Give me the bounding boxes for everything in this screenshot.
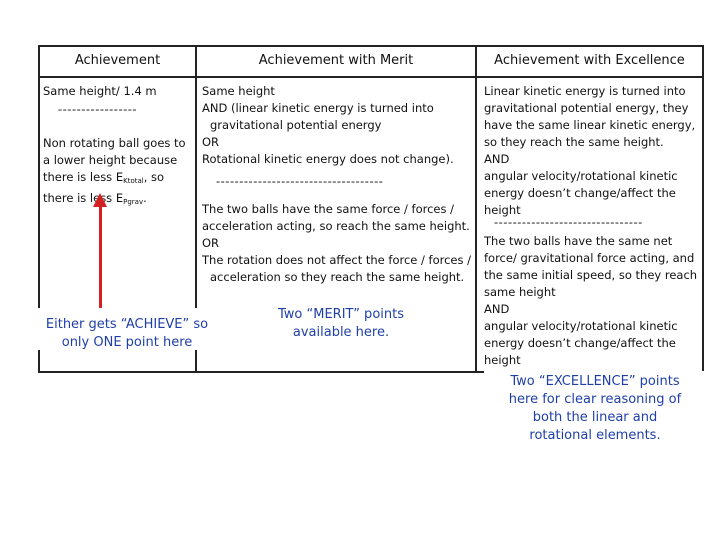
excellence-separator: -------------------------------- — [494, 215, 643, 229]
merit-option-a — [202, 83, 454, 168]
merit-line: OR — [202, 135, 220, 149]
excellence-line: height — [484, 203, 521, 217]
note-excellence — [484, 373, 706, 445]
note-line: Either gets “ACHIEVE” so — [45, 317, 209, 332]
note-line: both the linear and — [532, 410, 658, 425]
excellence-line: so they reach the same height. — [484, 135, 664, 149]
achievement-criterion: Same height/ 1.4 m — [43, 84, 157, 98]
column-divider-2 — [475, 45, 477, 373]
achievement-reason-line: a lower height because — [43, 153, 178, 167]
excellence-line: height — [484, 353, 521, 367]
note-line: Two “MERIT” points — [278, 307, 404, 322]
excellence-option-a — [484, 83, 695, 219]
header-merit: Achievement with Merit — [258, 53, 414, 68]
note-line: rotational elements. — [529, 428, 661, 443]
merit-option-b — [202, 201, 471, 286]
excellence-line: have the same linear kinetic energy, — [484, 118, 696, 132]
merit-line: The two balls have the same force / forces / — [202, 202, 455, 216]
excellence-line: gravitational potential energy, they — [484, 101, 689, 115]
merit-separator: ------------------------------------ — [216, 174, 384, 188]
merit-line: gravitational potential energy — [210, 118, 382, 132]
excellence-line: same height — [484, 285, 556, 299]
note-line: only ONE point here — [61, 335, 193, 350]
excellence-line: Linear kinetic energy is turned into — [484, 84, 686, 98]
achievement-reason-line: there is less $E_{Ktotal}$, so — [43, 170, 165, 185]
excellence-line: The two balls have the same net — [484, 234, 673, 248]
excellence-line: angular velocity/rotational kinetic — [484, 169, 678, 183]
excellence-option-b — [484, 233, 697, 369]
table-top-border — [38, 45, 704, 47]
table-header-divider — [38, 76, 704, 78]
excellence-line: AND — [484, 302, 510, 316]
excellence-line: AND — [484, 152, 510, 166]
note-merit — [255, 306, 427, 342]
achievement-reason-line: there is less $E_{Pgrav}$. — [43, 191, 147, 206]
excellence-line: energy doesn’t change/affect the — [484, 186, 676, 200]
excellence-line: force/ gravitational force acting, and — [484, 251, 695, 265]
note-line: Two “EXCELLENCE” points — [510, 374, 680, 389]
excellence-line: angular velocity/rotational kinetic — [484, 319, 678, 333]
header-achievement: Achievement — [74, 53, 161, 68]
note-line: here for clear reasoning of — [508, 392, 682, 407]
merit-line: Rotational kinetic energy does not change). — [202, 152, 454, 166]
note-achieve — [22, 316, 232, 352]
header-excellence: Achievement with Excellence — [494, 53, 685, 68]
merit-line: acceleration so they reach the same height. — [210, 270, 465, 284]
merit-line: The rotation does not affect the force / forces / — [202, 253, 472, 267]
achievement-reason — [43, 135, 186, 211]
excellence-line: energy doesn’t change/affect the — [484, 336, 676, 350]
achievement-reason-line: Non rotating ball goes to — [43, 136, 186, 150]
merit-line: acceleration acting, so reach the same height. — [202, 219, 470, 233]
achievement-separator: ----------------- — [58, 102, 138, 116]
merit-line: AND (linear kinetic energy is turned into — [202, 101, 434, 115]
red-arrow-shaft — [99, 205, 102, 317]
note-line: available here. — [292, 325, 390, 340]
merit-line: OR — [202, 236, 220, 250]
table-right-border — [702, 45, 704, 373]
excellence-line: the same initial speed, so they reach — [484, 268, 698, 282]
merit-line: Same height — [202, 84, 275, 98]
